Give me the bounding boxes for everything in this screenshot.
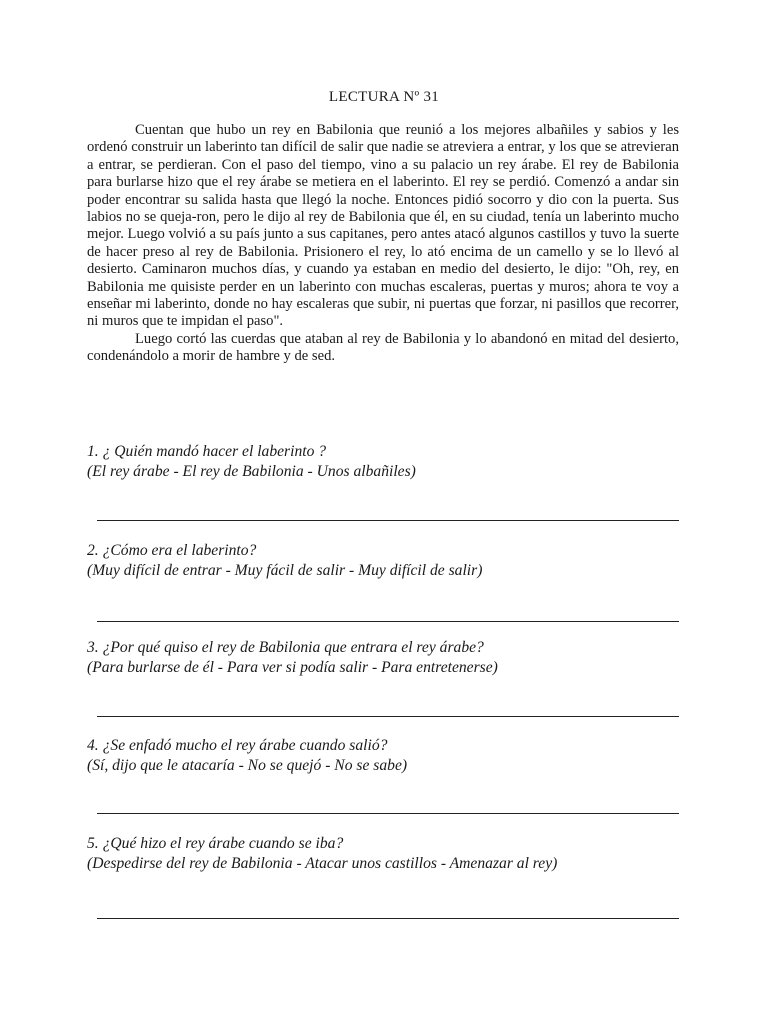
question-text: 1. ¿ Quién mandó hacer el laberinto ?: [87, 443, 327, 460]
question-1: [87, 442, 687, 482]
answer-line-1[interactable]: [97, 520, 679, 521]
answer-line-3[interactable]: [97, 716, 679, 717]
question-options: (Sí, dijo que le atacaría - No se quejó - No se sabe): [87, 757, 408, 774]
question-text: 3. ¿Por qué quiso el rey de Babilonia que entrara el rey árabe?: [87, 639, 484, 656]
reading-text: [87, 122, 679, 366]
answer-line-2[interactable]: [97, 621, 679, 622]
question-options: (Para burlarse de él - Para ver si podía salir - Para entretenerse): [87, 659, 498, 676]
answer-line-4[interactable]: [97, 813, 679, 814]
question-options: (Muy difícil de entrar - Muy fácil de salir - Muy difícil de salir): [87, 562, 483, 579]
question-text: 5. ¿Qué hizo el rey árabe cuando se iba?: [87, 835, 344, 852]
reading-paragraph: Luego cortó las cuerdas que ataban al rey de Babilonia y lo abandonó en mitad del desierto, condenándolo a morir de hambre y de sed.: [87, 330, 679, 365]
question-text: 2. ¿Cómo era el laberinto?: [87, 542, 257, 559]
question-4: [87, 736, 687, 776]
question-5: [87, 834, 687, 874]
answer-line-5[interactable]: [97, 918, 679, 919]
question-options: (Despedirse del rey de Babilonia - Atacar unos castillos - Amenazar al rey): [87, 855, 558, 872]
question-options: (El rey árabe - El rey de Babilonia - Unos albañiles): [87, 463, 416, 480]
question-3: [87, 638, 687, 678]
question-2: [87, 541, 687, 581]
page-title: LECTURA Nº 31: [328, 89, 440, 105]
question-text: 4. ¿Se enfadó mucho el rey árabe cuando salió?: [87, 737, 388, 754]
reading-paragraph: Cuentan que hubo un rey en Babilonia que reunió a los mejores albañiles y sabios y les ordenó construir un laberinto tan difícil de salir que nadie se atreviera a entrar, y los que se atrevieran a entrar, se perdieran. Con el paso del tiempo, vino a su palacio un rey árabe. El rey de Babilonia para burlarse hizo que el rey árabe se metiera en el laberinto. El rey se perdió. Comenzó a andar sin poder encontrar su salida hasta que llegó la noche. Entonces pidió socorro y dio con la puerta. Sus labios no se queja-ron, pero le dijo al rey de Babilonia que él, en su ciudad, tenía un laberinto mucho mejor. Luego volvió a su país junto a sus capitanes, pero antes atacó algunos castillos y tuvo la suerte de hacer preso al rey de Babilonia. Prisionero el rey, lo ató encima de un camello y se lo llevó al desierto. Caminaron muchos días, y cuando ya estaban en medio del desierto, le dijo: "Oh, rey, en Babilonia me quisiste perder en un laberinto con muchas escaleras, puertas y muros; ahora te voy a enseñar mi laberinto, donde no hay escaleras que subir, ni puertas que forzar, ni pasillos que recorrer, ni muros que te impidan el paso".: [87, 122, 679, 330]
